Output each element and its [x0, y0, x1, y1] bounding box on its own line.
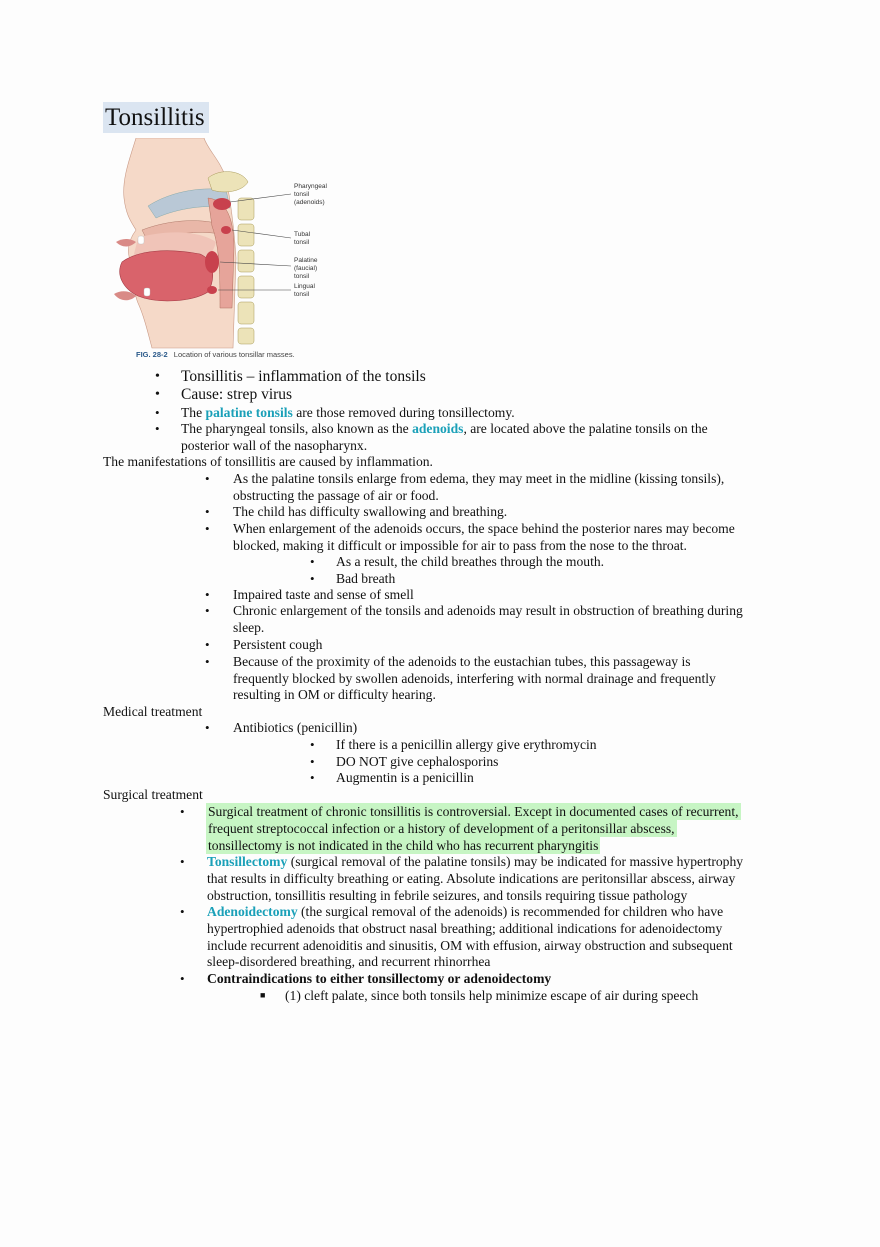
manifestation-item-continued: resulting in OM or difficulty hearing.	[233, 687, 436, 702]
manifestation-subitem: As a result, the child breathes through the mouth.	[336, 554, 605, 569]
intro-bullet: The palatine tonsils are those removed during tonsillectomy.	[181, 405, 515, 420]
medical-subitem: If there is a penicillin allergy give erythromycin	[336, 737, 597, 752]
bullet-icon: •	[155, 421, 160, 436]
bullet-icon: •	[180, 854, 185, 869]
intro-bullet: The pharyngeal tonsils, also known as the adenoids, are located above the palatine tonsils on the	[181, 421, 708, 436]
bullet-icon: •	[180, 904, 185, 919]
manifestation-item-continued: blocked, making it difficult or impossible for air to pass from the nose to the throat.	[233, 538, 687, 553]
bullet-icon: •	[205, 471, 210, 486]
intro-bullet: Cause: strep virus	[181, 386, 293, 403]
manifestations-heading: The manifestations of tonsillitis are caused by inflammation.	[103, 454, 433, 469]
manifestation-item: The child has difficulty swallowing and breathing.	[233, 504, 508, 519]
label-palatine: Palatine (faucial) tonsil	[294, 257, 318, 280]
surgical-treatment-heading: Surgical treatment	[103, 787, 203, 802]
contraindication-item: (1) cleft palate, since both tonsils help minimize escape of air during speech	[285, 988, 699, 1003]
surgical-item-continued: hypertrophied adenoids that obstruct nasal breathing; additional indications for adenoidectomy	[207, 921, 723, 936]
tongue	[120, 251, 213, 301]
bullet-icon: •	[205, 603, 210, 618]
contraindications-heading: Contraindications to either tonsillectomy or adenoidectomy	[207, 971, 552, 986]
pharyngeal-tonsil	[213, 198, 231, 210]
label-lingual: Lingual tonsil	[294, 283, 315, 298]
medical-subitem: Augmentin is a penicillin	[336, 770, 474, 785]
manifestation-item-continued: sleep.	[233, 620, 265, 635]
page-title: Tonsillitis	[103, 102, 209, 133]
bullet-icon: •	[180, 971, 185, 986]
bullet-icon: •	[310, 770, 315, 785]
term-adenoids: adenoids	[412, 421, 464, 436]
square-bullet-icon: ■	[260, 990, 266, 1000]
term-palatine-tonsils: palatine tonsils	[205, 405, 293, 420]
manifestation-item: As the palatine tonsils enlarge from edema, they may meet in the midline (kissing tonsils),	[233, 471, 725, 486]
surgical-item-continued: include recurrent adenoiditis and sinusitis, OM with effusion, airway obstruction and subsequent	[207, 938, 733, 953]
bullet-icon: •	[205, 654, 210, 669]
lingual-tonsil	[207, 286, 217, 294]
tonsil-anatomy-figure	[108, 138, 338, 363]
bullet-icon: •	[155, 369, 160, 384]
highlighted-text: tonsillectomy is not indicated in the child who has recurrent pharyngitis	[208, 838, 599, 853]
medical-treatment-heading: Medical treatment	[103, 704, 203, 719]
label-pharyngeal: Pharyngeal tonsil (adenoids)	[294, 183, 327, 206]
bullet-icon: •	[310, 754, 315, 769]
figure-caption: FIG. 28-2 Location of various tonsillar masses.	[136, 350, 295, 359]
manifestation-item: Impaired taste and sense of smell	[233, 587, 414, 602]
manifestation-item: When enlargement of the adenoids occurs, the space behind the posterior nares may become	[233, 521, 735, 536]
bullet-icon: •	[205, 587, 210, 602]
manifestation-subitem: Bad breath	[336, 571, 396, 586]
bullet-icon: •	[205, 637, 210, 652]
cervical-spine	[238, 198, 254, 344]
intro-bullet-continued: posterior wall of the nasopharynx.	[181, 438, 368, 453]
palatine-tonsil	[205, 251, 219, 273]
bullet-icon: •	[205, 504, 210, 519]
bullet-icon: •	[205, 720, 210, 735]
bullet-icon: •	[155, 405, 160, 420]
bullet-icon: •	[310, 737, 315, 752]
bullet-icon: •	[310, 571, 315, 586]
term-tonsillectomy: Tonsillectomy	[207, 854, 288, 869]
highlighted-text: Surgical treatment of chronic tonsillitis is controversial. Except in documented cases of recurrent,	[208, 804, 739, 819]
medical-subitem: DO NOT give cephalosporins	[336, 754, 499, 769]
bullet-icon: •	[310, 554, 315, 569]
bullet-icon: •	[205, 521, 210, 536]
bullet-icon: •	[180, 804, 185, 819]
surgical-item-continued: obstruction, tonsillitis resulting in febrile seizures, and tonsils requiring tissue pathology	[207, 888, 688, 903]
manifestation-item-continued: frequently blocked by swollen adenoids, interfering with normal drainage and frequently	[233, 671, 716, 686]
surgical-item-continued: that results in difficulty breathing or eating. Absolute indications are peritonsillar abscess, airway	[207, 871, 736, 886]
manifestation-item: Chronic enlargement of the tonsils and adenoids may result in obstruction of breathing during	[233, 603, 743, 618]
tubal-tonsil	[221, 226, 231, 234]
manifestation-item-continued: obstructing the passage of air or food.	[233, 488, 439, 503]
manifestation-item: Because of the proximity of the adenoids to the eustachian tubes, this passageway is	[233, 654, 691, 669]
surgical-item: Tonsillectomy (surgical removal of the palatine tonsils) may be indicated for massive hypertrophy	[207, 854, 744, 869]
label-tubal: Tubal tonsil	[294, 231, 311, 246]
medical-item: Antibiotics (penicillin)	[233, 720, 358, 735]
surgical-item: Adenoidectomy (the surgical removal of the adenoids) is recommended for children who have	[207, 904, 724, 919]
surgical-item-continued: sleep-disordered breathing, and recurrent rhinorrhea	[207, 954, 491, 969]
term-adenoidectomy: Adenoidectomy	[207, 904, 298, 919]
intro-bullet: Tonsillitis – inflammation of the tonsils	[181, 368, 426, 385]
highlighted-text: frequent streptococcal infection or a history of development of a peritonsillar abscess,	[208, 821, 675, 836]
manifestation-item: Persistent cough	[233, 637, 323, 652]
bullet-icon: •	[155, 387, 160, 402]
